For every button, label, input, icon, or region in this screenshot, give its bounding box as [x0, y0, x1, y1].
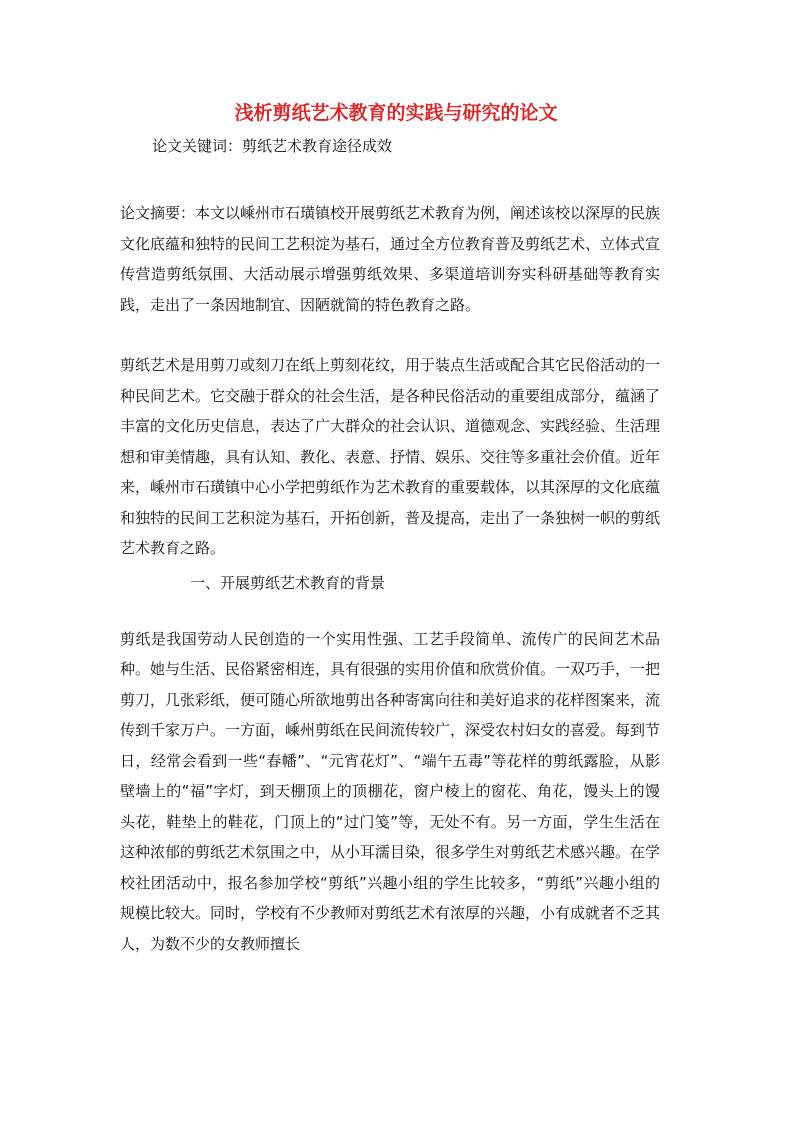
- intro-paragraph: 剪纸艺术是用剪刀或刻刀在纸上剪刻花纹，用于装点生活或配合其它民俗活动的一种民间艺术。它交融于群众的社会生活，是各种民俗活动的重要组成部分，蕴涵了丰富的文化历史信息，表达了广大群众的社会认识、道德观念、实践经验、生活理想和审美情趣，具有认知、教化、表意、抒情、娱乐、交往等多重社会价值。近年来，嵊州市石璜镇中心小学把剪纸作为艺术教育的重要载体，以其深厚的文化底蕴和独特的民间工艺积淀为基石，开拓创新，普及提高，走出了一条独树一帜的剪纸艺术教育之路。: [120, 356, 661, 557]
- section-heading: 一、开展剪纸艺术教育的背景: [190, 573, 386, 592]
- keywords-line: 论文关键词：剪纸艺术教育途径成效: [152, 137, 393, 155]
- abstract-paragraph: 论文摘要：本文以嵊州市石璜镇校开展剪纸艺术教育为例，阐述该校以深厚的民族文化底蕴和独特的民间工艺积淀为基石，通过全方位教育普及剪纸艺术、立体式宣传营造剪纸氛围、大活动展示增强剪纸效果、多渠道培训夯实科研基础等教育实践，走出了一条因地制宜、因陋就简的特色教育之路。: [120, 204, 661, 314]
- section-body-paragraph: 剪纸是我国劳动人民创造的一个实用性强、工艺手段简单、流传广的民间艺术品种。她与生活、民俗紧密相连，具有很强的实用价值和欣赏价值。一双巧手，一把剪刀，几张彩纸，便可随心所欲地剪出各种寄寓向往和美好追求的花样图案来，流传到千家万户。一方面，嵊州剪纸在民间流传较广，深受农村妇女的喜爱。每到节日，经常会看到一些“春幡”、“元宵花灯”、“端午五毒”等花样的剪纸露脸，从影壁墙上的“福”字灯，到天棚顶上的顶棚花，窗户棱上的窗花、角花，馒头上的馒头花，鞋垫上的鞋花，门顶上的“过门笺”等，无处不有。另一方面，学生生活在这种浓郁的剪纸艺术氛围之中，从小耳濡目染，很多学生对剪纸艺术感兴趣。在学校社团活动中，报名参加学校“剪纸”兴趣小组的学生比较多，“剪纸”兴趣小组的规模比较大。同时，学校有不少教师对剪纸艺术有浓厚的兴趣，小有成就者不乏其人，为数不少的女教师擅长: [120, 629, 661, 953]
- document-title: 浅析剪纸艺术教育的实践与研究的论文: [234, 102, 558, 124]
